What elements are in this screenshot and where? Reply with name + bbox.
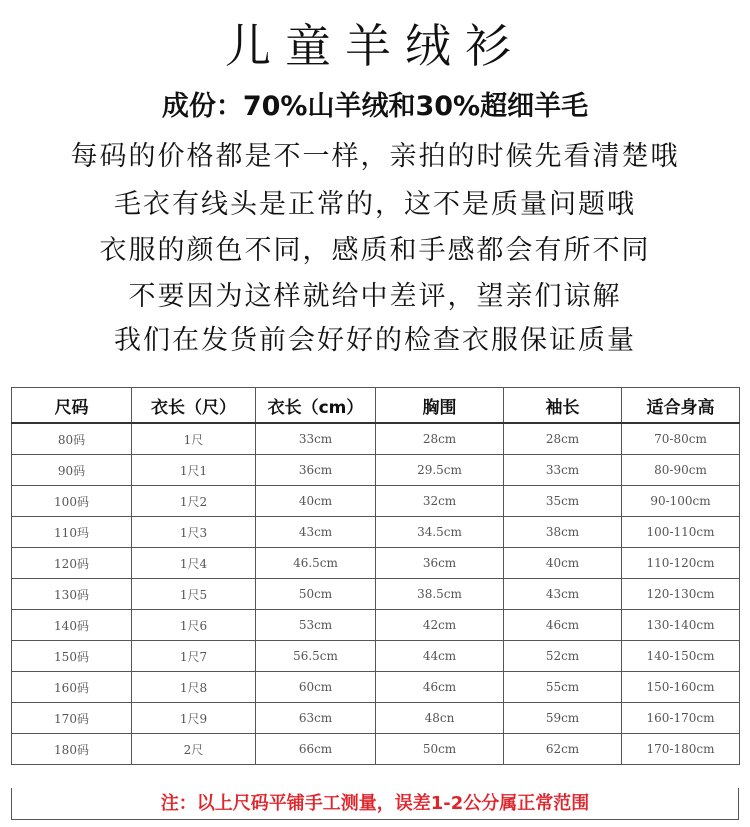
- cell-length-cm: 66cm: [256, 734, 376, 765]
- table-row: [12, 703, 740, 734]
- cell-sleeve: 59cm: [504, 703, 622, 734]
- cell-size: 170码: [12, 703, 132, 734]
- cell-height: 70-80cm: [622, 423, 740, 455]
- cell-length-chi: 1尺: [132, 423, 256, 455]
- cell-sleeve: 62cm: [504, 734, 622, 765]
- table-row: [12, 641, 740, 672]
- cell-height: 150-160cm: [622, 672, 740, 703]
- cell-height: 100-110cm: [622, 517, 740, 548]
- table-row: [12, 734, 740, 765]
- cell-size: 90码: [12, 455, 132, 486]
- cell-height: 170-180cm: [622, 734, 740, 765]
- note-line: 衣服的颜色不同，感质和手感都会有所不同: [99, 235, 651, 266]
- table-row: [12, 455, 740, 486]
- cell-sleeve: 43cm: [504, 579, 622, 610]
- cell-sleeve: 28cm: [504, 423, 622, 455]
- size-table: [11, 387, 740, 765]
- cell-size: 130码: [12, 579, 132, 610]
- cell-height: 90-100cm: [622, 486, 740, 517]
- cell-sleeve: 35cm: [504, 486, 622, 517]
- cell-chest: 42cm: [376, 610, 504, 641]
- cell-length-chi: 1尺4: [132, 548, 256, 579]
- table-row: [12, 548, 740, 579]
- cell-size: 80码: [12, 423, 132, 455]
- table-row: [12, 610, 740, 641]
- note-line: 每码的价格都是不一样，亲拍的时候先看清楚哦: [70, 141, 680, 172]
- cell-height: 120-130cm: [622, 579, 740, 610]
- cell-sleeve: 38cm: [504, 517, 622, 548]
- cell-length-chi: 1尺3: [132, 517, 256, 548]
- cell-chest: 38.5cm: [376, 579, 504, 610]
- cell-length-chi: 1尺9: [132, 703, 256, 734]
- cell-chest: 36cm: [376, 548, 504, 579]
- table-row: [12, 517, 740, 548]
- cell-length-chi: 1尺6: [132, 610, 256, 641]
- footer-note: 注：以上尺码平铺手工测量，误差1-2公分属正常范围: [11, 788, 739, 820]
- cell-length-cm: 60cm: [256, 672, 376, 703]
- cell-chest: 46cm: [376, 672, 504, 703]
- cell-length-cm: 56.5cm: [256, 641, 376, 672]
- cell-size: 110玛: [12, 517, 132, 548]
- cell-chest: 28cm: [376, 423, 504, 455]
- header-height: 适合身高: [622, 388, 740, 424]
- cell-chest: 44cm: [376, 641, 504, 672]
- cell-sleeve: 40cm: [504, 548, 622, 579]
- cell-sleeve: 52cm: [504, 641, 622, 672]
- note-line: 毛衣有线头是正常的，这不是质量问题哦: [114, 189, 636, 220]
- cell-height: 140-150cm: [622, 641, 740, 672]
- page-title: 儿童羊绒衫: [225, 19, 525, 73]
- cell-length-chi: 1尺2: [132, 486, 256, 517]
- table-header-row: [12, 388, 740, 424]
- cell-sleeve: 55cm: [504, 672, 622, 703]
- note-line: 不要因为这样就给中差评，望亲们谅解: [128, 281, 622, 312]
- cell-sleeve: 46cm: [504, 610, 622, 641]
- cell-chest: 48cn: [376, 703, 504, 734]
- header-sleeve: 袖长: [504, 388, 622, 424]
- cell-size: 120码: [12, 548, 132, 579]
- header-length-chi: 衣长（尺）: [132, 388, 256, 424]
- cell-length-chi: 2尺: [132, 734, 256, 765]
- cell-length-cm: 46.5cm: [256, 548, 376, 579]
- cell-sleeve: 33cm: [504, 455, 622, 486]
- cell-height: 110-120cm: [622, 548, 740, 579]
- cell-length-cm: 36cm: [256, 455, 376, 486]
- cell-size: 160码: [12, 672, 132, 703]
- cell-height: 160-170cm: [622, 703, 740, 734]
- cell-chest: 50cm: [376, 734, 504, 765]
- table-row: [12, 579, 740, 610]
- cell-length-cm: 53cm: [256, 610, 376, 641]
- cell-size: 140码: [12, 610, 132, 641]
- cell-chest: 34.5cm: [376, 517, 504, 548]
- cell-length-cm: 43cm: [256, 517, 376, 548]
- cell-length-cm: 40cm: [256, 486, 376, 517]
- table-row: [12, 486, 740, 517]
- table-body: [12, 423, 740, 765]
- cell-chest: 29.5cm: [376, 455, 504, 486]
- composition-text: 成份：70%山羊绒和30%超细羊毛: [161, 91, 589, 122]
- header-length-cm: 衣长（cm）: [256, 388, 376, 424]
- cell-length-chi: 1尺5: [132, 579, 256, 610]
- cell-height: 80-90cm: [622, 455, 740, 486]
- note-line: 我们在发货前会好好的检查衣服保证质量: [114, 325, 636, 356]
- cell-length-chi: 1尺8: [132, 672, 256, 703]
- cell-size: 180码: [12, 734, 132, 765]
- cell-length-cm: 50cm: [256, 579, 376, 610]
- cell-height: 130-140cm: [622, 610, 740, 641]
- cell-length-chi: 1尺1: [132, 455, 256, 486]
- cell-length-cm: 63cm: [256, 703, 376, 734]
- cell-size: 100码: [12, 486, 132, 517]
- table-row: [12, 423, 740, 455]
- cell-length-cm: 33cm: [256, 423, 376, 455]
- table-row: [12, 672, 740, 703]
- cell-chest: 32cm: [376, 486, 504, 517]
- cell-size: 150码: [12, 641, 132, 672]
- cell-length-chi: 1尺7: [132, 641, 256, 672]
- header-size: 尺码: [12, 388, 132, 424]
- header-chest: 胸围: [376, 388, 504, 424]
